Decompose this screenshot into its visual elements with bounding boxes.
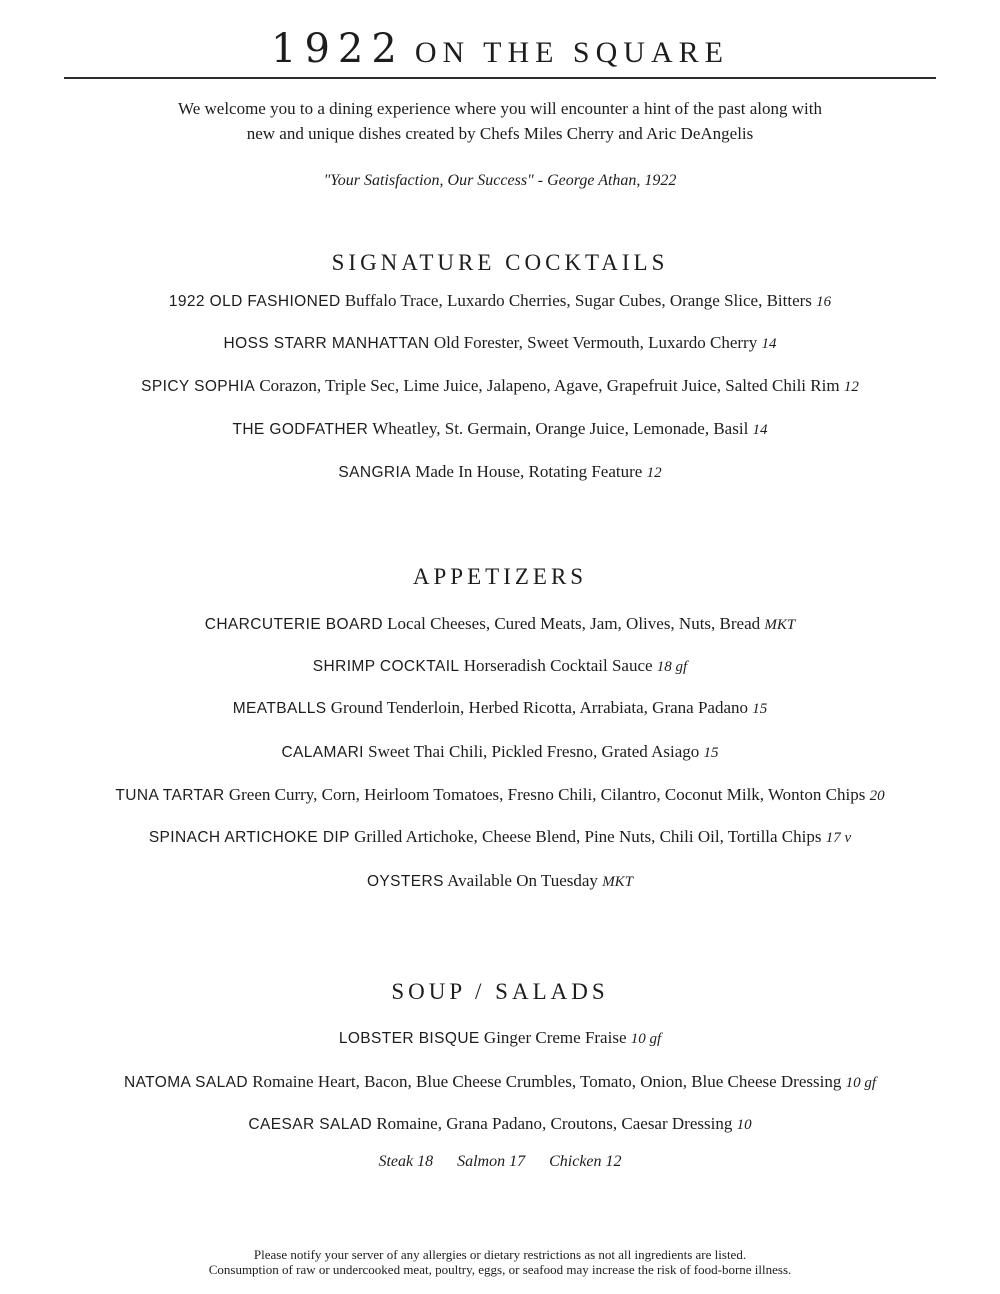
item-description: Sweet Thai Chili, Pickled Fresno, Grated Asiago — [368, 742, 700, 761]
item-price: 10 — [736, 1117, 752, 1133]
item-description: Grilled Artichoke, Cheese Blend, Pine Nuts, Chili Oil, Tortilla Chips — [354, 827, 822, 846]
menu-item — [0, 1072, 1000, 1092]
item-name: LOBSTER BISQUE — [338, 1030, 480, 1047]
menu-item — [0, 333, 1000, 353]
disclaimer-line: Please notify your server of any allergies or dietary restrictions as not all ingredients are listed. — [253, 1247, 747, 1262]
item-description: Ground Tenderloin, Herbed Ricotta, Arrabiata, Grana Padano — [330, 698, 748, 717]
addon-chicken: Chicken 12 — [549, 1153, 622, 1170]
item-price: 20 — [869, 788, 885, 804]
item-name: SPICY SOPHIA — [141, 378, 256, 395]
item-price: 18 gf — [656, 659, 688, 675]
menu-item — [0, 1028, 1000, 1048]
item-name: CALAMARI — [281, 744, 364, 761]
disclaimer-line: Consumption of raw or undercooked meat, poultry, eggs, or seafood may increase the risk of food-borne illness. — [208, 1262, 792, 1277]
item-price: 17 v — [825, 830, 852, 846]
menu-item — [0, 742, 1000, 762]
item-description: Green Curry, Corn, Heirloom Tomatoes, Fresno Chili, Cilantro, Coconut Milk, Wonton Chips — [228, 785, 866, 804]
section-title-appetizers: APPETIZERS — [412, 564, 588, 589]
menu-item — [0, 827, 1000, 847]
menu-item — [0, 614, 1000, 634]
item-description: Local Cheeses, Cured Meats, Jam, Olives, Nuts, Bread — [387, 614, 761, 633]
intro-text — [100, 96, 900, 146]
item-description: Buffalo Trace, Luxardo Cherries, Sugar Cubes, Orange Slice, Bitters — [344, 291, 812, 310]
item-description: Available On Tuesday — [447, 871, 598, 890]
item-price: 15 — [752, 701, 768, 717]
item-price: 12 — [843, 379, 859, 395]
item-name: SANGRIA — [338, 464, 411, 481]
item-price: 16 — [816, 294, 832, 310]
menu-item — [0, 656, 1000, 676]
item-name: HOSS STARR MANHATTAN — [223, 335, 430, 352]
addon-salmon: Salmon 17 — [457, 1153, 526, 1170]
menu-item — [0, 871, 1000, 891]
item-name: NATOMA SALAD — [123, 1074, 248, 1091]
restaurant-logo — [0, 26, 1000, 72]
item-name: CAESAR SALAD — [248, 1116, 373, 1133]
addon-steak: Steak 18 — [378, 1153, 434, 1170]
item-name: CHARCUTERIE BOARD — [204, 616, 383, 633]
item-price: 10 gf — [630, 1031, 662, 1047]
item-price: 10 gf — [845, 1075, 877, 1091]
menu-item — [0, 291, 1000, 311]
item-name: MEATBALLS — [232, 700, 327, 717]
item-price: 12 — [646, 465, 662, 481]
logo-number: 1922 — [271, 26, 405, 72]
menu-item — [0, 376, 1000, 396]
founder-quote: "Your Satisfaction, Our Success" - George Athan, 1922 — [323, 172, 677, 189]
logo-text: ON THE SQUARE — [414, 36, 729, 69]
item-description: Ginger Creme Fraise — [483, 1028, 627, 1047]
section-title-cocktails: SIGNATURE COCKTAILS — [331, 250, 669, 275]
header-divider — [64, 77, 936, 79]
item-description: Romaine Heart, Bacon, Blue Cheese Crumbles, Tomato, Onion, Blue Cheese Dressing — [252, 1072, 842, 1091]
item-description: Romaine, Grana Padano, Croutons, Caesar Dressing — [376, 1114, 733, 1133]
item-price: 14 — [752, 422, 768, 438]
item-description: Old Forester, Sweet Vermouth, Luxardo Cherry — [433, 333, 758, 352]
item-description: Wheatley, St. Germain, Orange Juice, Lemonade, Basil — [372, 419, 749, 438]
item-price: MKT — [764, 617, 796, 633]
item-name: SPINACH ARTICHOKE DIP — [148, 829, 350, 846]
item-name: 1922 OLD FASHIONED — [168, 293, 341, 310]
menu-item — [0, 698, 1000, 718]
menu-item — [0, 785, 1000, 805]
item-name: THE GODFATHER — [232, 421, 369, 438]
item-description: Horseradish Cocktail Sauce — [463, 656, 653, 675]
item-price: 14 — [761, 336, 777, 352]
intro-line: new and unique dishes created by Chefs Miles Cherry and Aric DeAngelis — [246, 124, 754, 143]
item-description: Corazon, Triple Sec, Lime Juice, Jalapeno, Agave, Grapefruit Juice, Salted Chili Rim — [259, 376, 840, 395]
menu-item — [0, 1114, 1000, 1134]
item-price: MKT — [602, 874, 634, 890]
item-description: Made In House, Rotating Feature — [415, 462, 643, 481]
menu-item — [0, 462, 1000, 482]
intro-line: We welcome you to a dining experience where you will encounter a hint of the past along with — [178, 99, 822, 118]
allergy-disclaimer — [0, 1247, 1000, 1277]
item-name: OYSTERS — [366, 873, 444, 890]
menu-item — [0, 419, 1000, 439]
item-name: SHRIMP COCKTAIL — [312, 658, 460, 675]
item-name: TUNA TARTAR — [115, 787, 225, 804]
item-price: 15 — [703, 745, 719, 761]
salad-addons — [0, 1153, 1000, 1171]
section-title-soup-salads: SOUP / SALADS — [391, 979, 609, 1004]
